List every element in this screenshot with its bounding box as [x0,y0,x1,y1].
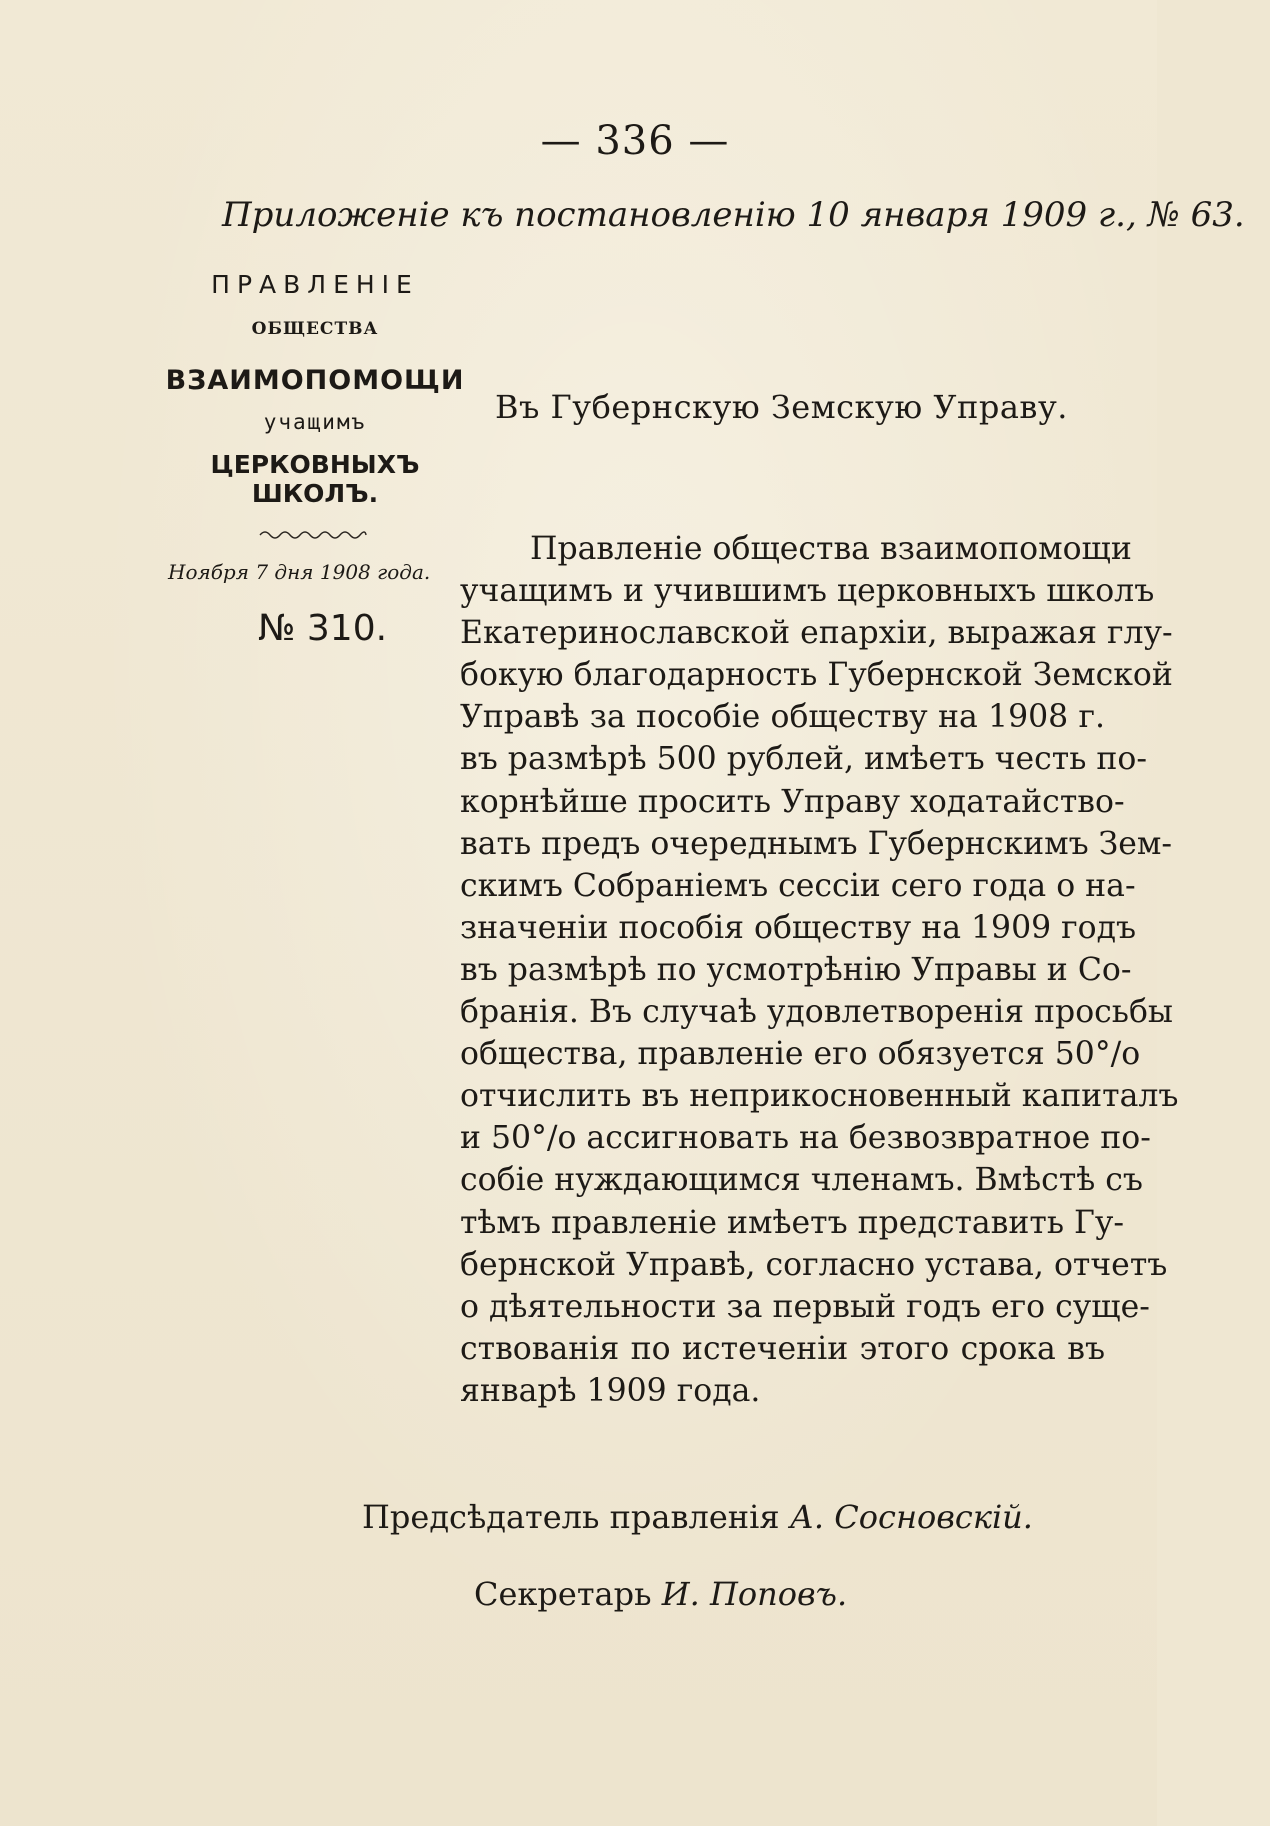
sender-board: ПРАВЛЕНІЕ [211,270,419,299]
sender-block [160,262,470,508]
sender-schools: ЦЕРКОВНЫХЪ ШКОЛЪ. [210,450,420,508]
secretary-signature-line [474,1575,847,1613]
body-line: корнѣйше просить Управу ходатайство- [460,783,1125,820]
ornament-divider [258,528,368,542]
body-line: значеніи пособія обществу на 1909 годъ [460,909,1137,946]
body-line: январѣ 1909 года. [460,1372,761,1409]
body-line: ствованія по истеченіи этого срока въ [460,1330,1105,1367]
body-line: бранія. Въ случаѣ удовлетворенія просьбы [460,994,1173,1031]
body-line: скимъ Собраніемъ сессіи сего года о на- [460,867,1136,904]
secretary-name: И. Поповъ. [661,1575,848,1613]
body-line: вать предъ очереднымъ Губернскимъ Зем- [460,825,1173,862]
secretary-label: Секретарь [474,1575,652,1613]
sender-society: ОБЩЕСТВА [251,319,379,339]
body-line: о дѣятельности за первый годъ его суще- [460,1288,1150,1325]
chairman-signature-line [362,1498,1033,1536]
body-line: Правленіе общества взаимопомощи [530,531,1132,567]
body-line: тѣмъ правленіе имѣетъ представить Гу- [460,1204,1125,1241]
body-line: Екатеринославской епархіи, выражая глу- [460,615,1173,652]
body-line: Управѣ за пособіе обществу на 1908 г. [460,699,1105,736]
page-number: — 336 — [540,118,730,164]
letter-date: Ноября 7 дня 1908 года. [168,560,431,584]
body-line: въ размѣрѣ 500 рублей, имѣетъ честь по- [460,741,1147,778]
body-line: и 50°/о ассигновать на безвозвратное по- [460,1120,1151,1157]
chairman-label: Предсѣдатель правленія [362,1498,780,1536]
body-line: бернской Управѣ, согласно устава, отчетъ [460,1246,1168,1283]
body-line: собіе нуждающимся членамъ. Вмѣстѣ съ [460,1162,1143,1199]
chairman-name: А. Сосновскій. [789,1498,1033,1536]
body-line: отчислить въ неприкосновенный капиталъ [460,1078,1179,1115]
body-line: учащимъ и учившимъ церковныхъ школъ [460,573,1155,610]
recipient-line: Въ Губернскую Земскую Управу. [495,388,1068,426]
body-line: общества, правленіе его обязуется 50°/о [460,1036,1141,1073]
letter-body [460,528,1179,1412]
body-line: въ размѣрѣ по усмотрѣнію Управы и Со- [460,951,1132,988]
sender-mutual-aid: ВЗАИМОПОМОЩИ [165,365,465,396]
sender-students: учащимъ [263,410,367,434]
appendix-title: Приложеніе къ постановленію 10 января 1909 г., № 63. [222,195,1245,235]
body-line: бокую благодарность Губернской Земской [460,657,1173,694]
letter-number: № 310. [258,608,388,649]
